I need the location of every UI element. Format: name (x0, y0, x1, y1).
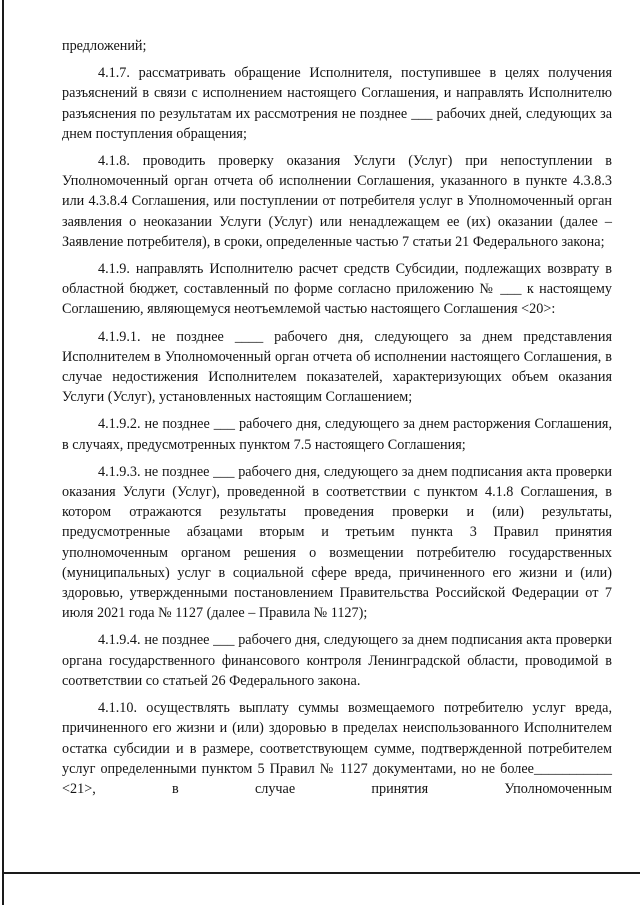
paragraph-4-1-10: 4.1.10. осуществлять выплату суммы возмещаемого потребителю услуг вреда, причиненного его жизни и (или) здоровью в пределах неиспользованного Исполнителем остатка субсидии и в размере, соответствующем сумме, подтвержденной потребителем услуг определенными пунктом 5 Правил № 1127 документами, но не более___________ <21>, в случае принятия Уполномоченным (62, 700, 612, 797)
paragraph-4-1-9-1: 4.1.9.1. не позднее ____ рабочего дня, следующего за днем представления Исполнителем в Уполномоченный орган отчета об исполнении настоящего Соглашения, в случае недостижения Исполнителем показателей, характеризующих объем оказания Услуги (Услуг), установленных настоящим Соглашением; (62, 328, 612, 406)
paragraph-continuation: предложений; (62, 38, 147, 54)
paragraph-4-1-9-2: 4.1.9.2. не позднее ___ рабочего дня, следующего за днем расторжения Соглашения, в случаях, предусмотренных пунктом 7.5 настоящего Соглашения; (62, 416, 612, 453)
paragraph-4-1-7: 4.1.7. рассматривать обращение Исполнителя, поступившее в целях получения разъяснений в связи с исполнением настоящего Соглашения, и направлять Исполнителю разъяснения по результатам их рассмотрения не позднее ___ рабочих дней, следующих за днем поступления обращения; (62, 65, 612, 142)
paragraph-4-1-8: 4.1.8. проводить проверку оказания Услуги (Услуг) при непоступлении в Уполномоченный орган отчета об исполнении Соглашения, указанного в пункте 4.3.8.3 или 4.3.8.4 Соглашения, или поступлении от потребителя услуг в Уполномоченный орган заявления о неоказании Услуги (Услуг) или ненадлежащем ее (их) оказании (далее – Заявление потребителя), в сроки, определенные частью 7 статьи 21 Федерального закона; (62, 153, 612, 250)
scan-left-edge (2, 0, 4, 905)
document-body (62, 36, 612, 806)
paragraph-4-1-9: 4.1.9. направлять Исполнителю расчет средств Субсидии, подлежащих возврату в областной бюджет, составленный по форме согласно приложению № ___ к настоящему Соглашению, являющемуся неотъемлемой частью настоящего Соглашения <20>: (62, 261, 612, 318)
scan-bottom-edge (2, 872, 640, 874)
paragraph-4-1-9-3: 4.1.9.3. не позднее ___ рабочего дня, следующего за днем подписания акта проверки оказания Услуги (Услуг), проведенной в соответствии с пунктом 4.1.8 Соглашения, в котором отражаются результаты проведения проверки и (или) результаты, предусмотренные абзацами вторым и третьим пункта 3 Правил принятия уполномоченным органом решения о возмещении потребителю государственных (муниципальных) услуг в социальной сфере вреда, причиненного его жизни и (или) здоровью, утвержденными постановлением Правительства Российской Федерации от 7 июля 2021 года № 1127 (далее – Правила № 1127); (62, 463, 612, 622)
paragraph-4-1-9-4: 4.1.9.4. не позднее ___ рабочего дня, следующего за днем подписания акта проверки органа государственного финансового контроля Ленинградской области, проводимой в соответствии со статьей 26 Федерального закона. (62, 632, 612, 689)
